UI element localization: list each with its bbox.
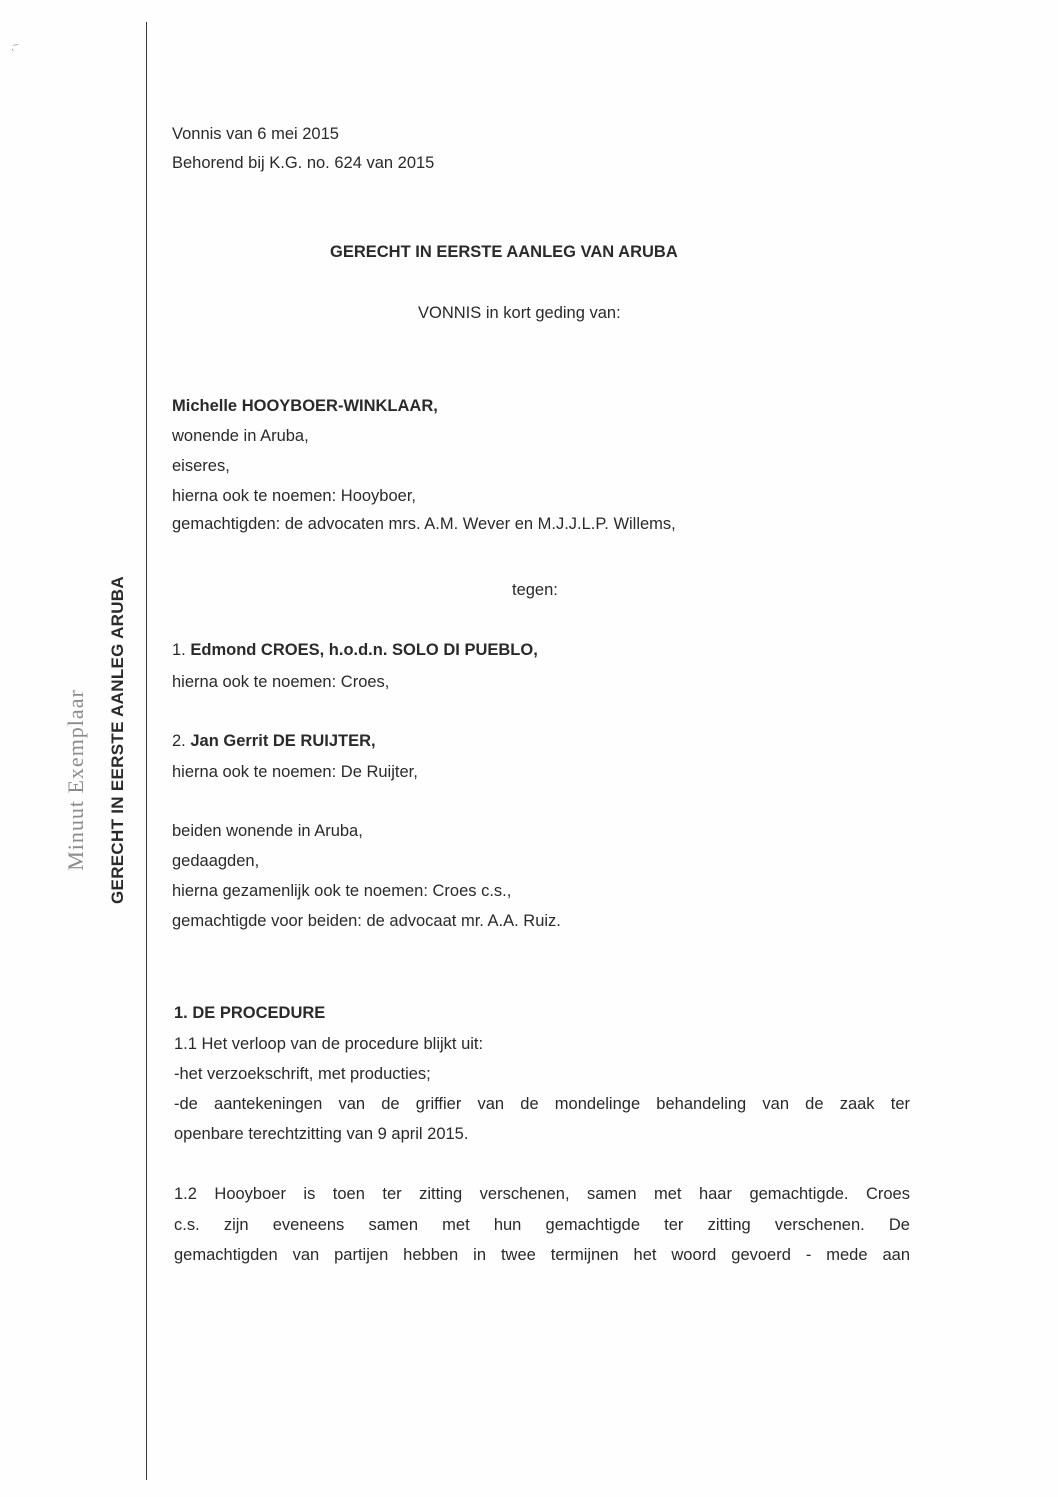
court-title: GERECHT IN EERSTE AANLEG VAN ARUBA bbox=[330, 243, 678, 261]
judgment-subtitle: VONNIS in kort geding van: bbox=[418, 304, 621, 322]
defendant-1-number: 1. bbox=[172, 641, 186, 659]
scan-artifact-mark: ,~ bbox=[8, 38, 22, 54]
defendants-residence: beiden wonende in Aruba, bbox=[172, 822, 363, 840]
plaintiff-residence: wonende in Aruba, bbox=[172, 427, 309, 445]
paragraph-1-2-line-1: 1.2 Hooyboer is toen ter zitting verschenen, samen met haar gemachtigde. Croes bbox=[174, 1185, 910, 1203]
plaintiff-alias: hierna ook te noemen: Hooyboer, bbox=[172, 487, 416, 505]
defendant-2 bbox=[172, 731, 376, 751]
case-number: Behorend bij K.G. no. 624 van 2015 bbox=[172, 154, 435, 172]
section-heading-procedure: 1. DE PROCEDURE bbox=[174, 1004, 326, 1022]
plaintiff-role: eiseres, bbox=[172, 457, 230, 475]
defendants-role: gedaagden, bbox=[172, 852, 260, 870]
plaintiff-counsel: gemachtigden: de advocaten mrs. A.M. Wever en M.J.J.L.P. Willems, bbox=[172, 515, 676, 533]
paragraph-1-2-line-3: gemachtigden van partijen hebben in twee termijnen het woord gevoerd - mede aan bbox=[174, 1246, 910, 1264]
versus-label: tegen: bbox=[512, 581, 558, 599]
margin-rule bbox=[146, 22, 147, 1480]
defendant-1-alias: hierna ook te noemen: Croes, bbox=[172, 673, 390, 691]
defendants-alias: hierna gezamenlijk ook te noemen: Croes c.s., bbox=[172, 882, 512, 900]
plaintiff-name: Michelle HOOYBOER-WINKLAAR, bbox=[172, 397, 438, 415]
defendant-2-number: 2. bbox=[172, 732, 186, 750]
paragraph-1-1-item-2-line-2: openbare terechtzitting van 9 april 2015. bbox=[174, 1125, 469, 1143]
paragraph-1-2-line-2: c.s. zijn eveneens samen met hun gemachtigde ter zitting verschenen. De bbox=[174, 1216, 910, 1234]
defendant-1 bbox=[172, 640, 538, 660]
margin-court-name: GERECHT IN EERSTE AANLEG ARUBA bbox=[108, 576, 127, 904]
defendant-1-name: Edmond CROES, h.o.d.n. SOLO DI PUEBLO, bbox=[190, 641, 538, 659]
defendants-counsel: gemachtigde voor beiden: de advocaat mr. A.A. Ruiz. bbox=[172, 912, 561, 930]
defendant-2-alias: hierna ook te noemen: De Ruijter, bbox=[172, 763, 418, 781]
judgment-date: Vonnis van 6 mei 2015 bbox=[172, 125, 339, 143]
minuut-exemplaar-stamp: Minuut Exemplaar bbox=[63, 689, 88, 871]
paragraph-1-1-intro: 1.1 Het verloop van de procedure blijkt uit: bbox=[174, 1035, 484, 1053]
paragraph-1-1-item-2-line-1: -de aantekeningen van de griffier van de mondelinge behandeling van de zaak ter bbox=[174, 1095, 910, 1113]
defendant-2-name: Jan Gerrit DE RUIJTER, bbox=[190, 732, 376, 750]
paragraph-1-1-item-1: -het verzoekschrift, met producties; bbox=[174, 1065, 431, 1083]
